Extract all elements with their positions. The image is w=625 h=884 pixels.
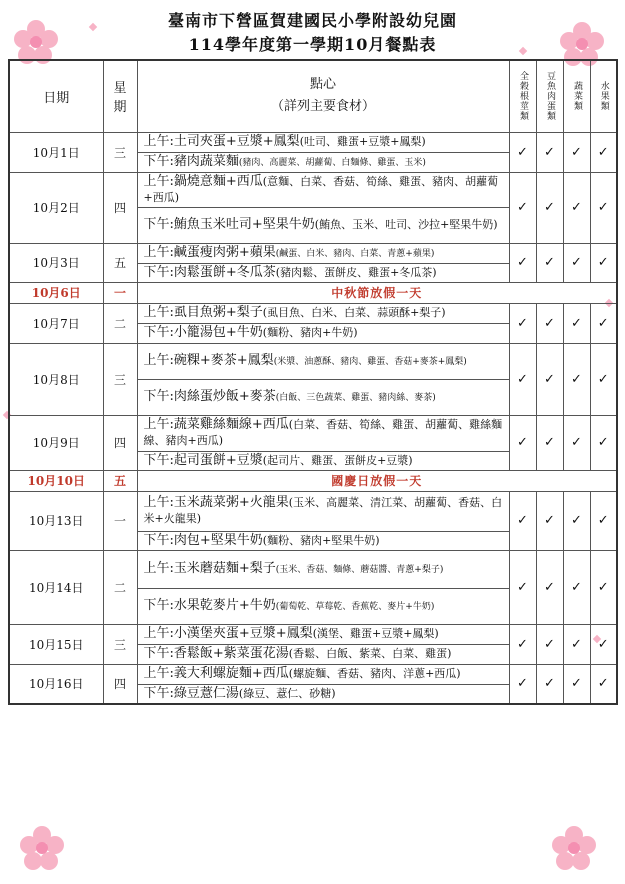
holiday-date: 10月10日 — [9, 470, 103, 491]
category-label: 水果類 — [598, 81, 609, 112]
meal-ingredients: (豬肉鬆、蛋餅皮、雞蛋+冬瓜茶) — [275, 265, 437, 279]
meal-date: 10月3日 — [9, 243, 103, 282]
protein-check: ✓ — [536, 303, 563, 343]
morning-snack — [137, 664, 509, 684]
meal-row — [9, 303, 617, 323]
fruit-check: ✓ — [590, 172, 617, 243]
afternoon-snack — [137, 684, 509, 704]
vegetable-check: ✓ — [563, 343, 590, 415]
grains-check: ✓ — [509, 664, 536, 704]
meal-time-label: 下午: — [143, 325, 174, 340]
meal-ingredients: (豬肉、高麗菜、胡蘿蔔、白麵條、雞蛋、玉米) — [238, 157, 426, 168]
morning-snack — [137, 624, 509, 644]
meal-ingredients: (香鬆、白飯、紫菜、白菜、雞蛋) — [288, 647, 452, 660]
meal-dish: 小籠湯包+牛奶 — [173, 325, 263, 340]
afternoon-snack — [137, 451, 509, 470]
meal-dish: 義大利螺旋麵+西瓜 — [173, 666, 289, 681]
meal-ingredients: (鮪魚、玉米、吐司、沙拉+堅果牛奶) — [314, 218, 498, 231]
meal-date: 10月9日 — [9, 415, 103, 470]
protein-check: ✓ — [536, 172, 563, 243]
afternoon-snack — [137, 531, 509, 550]
meal-dish: 香鬆飯+紫菜蛋花湯 — [173, 646, 289, 661]
meal-dish: 玉米蔬菜粥+火龍果 — [173, 495, 289, 510]
meal-time-label: 上午: — [143, 626, 174, 641]
fruit-check: ✓ — [590, 415, 617, 470]
meal-weekday: 一 — [103, 491, 137, 550]
meal-time-label: 上午: — [143, 134, 174, 149]
meal-time-label: 上午: — [143, 244, 174, 260]
meal-weekday: 五 — [103, 243, 137, 282]
protein-check: ✓ — [536, 415, 563, 470]
meal-dish: 鍋燒意麵+西瓜 — [173, 173, 263, 189]
meal-ingredients: (米漿、油蔥酥、豬肉、雞蛋、香菇+麥茶+鳳梨) — [273, 356, 467, 367]
meal-ingredients: (葡萄乾、草莓乾、香蕉乾、麥片+牛奶) — [275, 601, 435, 612]
afternoon-snack — [137, 644, 509, 664]
category-label: 全穀根莖類 — [518, 71, 528, 122]
fruit-check: ✓ — [590, 550, 617, 624]
snack-column-header — [137, 60, 509, 132]
meal-date: 10月13日 — [9, 491, 103, 550]
protein-column-header — [536, 60, 563, 132]
meal-time-label: 下午: — [143, 685, 174, 701]
grains-column-header — [509, 60, 536, 132]
category-label: 豆魚肉蛋類 — [545, 71, 555, 122]
meal-time-label: 下午: — [143, 646, 174, 661]
meal-row — [9, 664, 617, 684]
meal-weekday: 四 — [103, 664, 137, 704]
weekday-header-char: 星 — [113, 81, 127, 97]
grains-check: ✓ — [509, 303, 536, 343]
meal-row — [9, 491, 617, 531]
meal-time-label: 下午: — [143, 153, 174, 169]
meal-time-label: 上午: — [143, 417, 174, 432]
meal-dish: 綠豆薏仁湯 — [173, 685, 239, 701]
fruit-check: ✓ — [590, 303, 617, 343]
morning-snack — [137, 172, 509, 207]
afternoon-snack — [137, 323, 509, 343]
vegetable-check: ✓ — [563, 664, 590, 704]
meal-date: 10月14日 — [9, 550, 103, 624]
vegetable-column-header — [563, 60, 590, 132]
meal-time-label: 下午: — [143, 452, 174, 468]
grains-check: ✓ — [509, 172, 536, 243]
morning-snack — [137, 243, 509, 263]
afternoon-snack — [137, 263, 509, 282]
fruit-check: ✓ — [590, 624, 617, 664]
meal-time-label: 下午: — [143, 388, 174, 404]
meal-dish: 土司夾蛋+豆漿+鳳梨 — [173, 134, 300, 149]
fruit-column-header — [590, 60, 617, 132]
fruit-check: ✓ — [590, 491, 617, 550]
vegetable-check: ✓ — [563, 132, 590, 172]
flower-decoration-icon — [20, 826, 64, 870]
meal-ingredients: (麵粉、豬肉+堅果牛奶) — [262, 533, 380, 547]
meal-weekday: 三 — [103, 132, 137, 172]
meal-date: 10月15日 — [9, 624, 103, 664]
meal-weekday: 二 — [103, 550, 137, 624]
afternoon-snack — [137, 588, 509, 624]
menu-body — [9, 132, 617, 704]
weekday-column-header — [103, 60, 137, 132]
protein-check: ✓ — [536, 343, 563, 415]
table-header-row — [9, 60, 617, 132]
meal-time-label: 上午: — [143, 560, 174, 576]
meal-time-label: 下午: — [143, 532, 174, 548]
holiday-row — [9, 282, 617, 303]
meal-weekday: 四 — [103, 415, 137, 470]
fruit-check: ✓ — [590, 243, 617, 282]
vegetable-check: ✓ — [563, 172, 590, 243]
meal-row — [9, 343, 617, 379]
meal-ingredients: (麵粉、豬肉+牛奶) — [262, 326, 358, 339]
menu-title: 114學年度第一學期10月餐點表 — [188, 35, 437, 54]
weekday-header-char: 期 — [113, 100, 127, 116]
protein-check: ✓ — [536, 664, 563, 704]
fruit-check: ✓ — [590, 343, 617, 415]
fruit-check: ✓ — [590, 132, 617, 172]
meal-ingredients: (白飯、三色蔬菜、雞蛋、豬肉絲、麥茶) — [275, 392, 436, 403]
meal-ingredients: (綠豆、薏仁、砂糖) — [238, 686, 336, 700]
meal-dish: 起司蛋餅+豆漿 — [173, 452, 263, 468]
meal-menu-table — [8, 59, 618, 705]
meal-dish: 肉絲蛋炒飯+麥茶 — [173, 388, 276, 404]
grains-check: ✓ — [509, 343, 536, 415]
fruit-check: ✓ — [590, 664, 617, 704]
meal-dish: 碗粿+麥茶+鳳梨 — [173, 352, 274, 368]
meal-ingredients: (意麵、白菜、香菇、筍絲、雞蛋、豬肉、胡蘿蔔+西瓜) — [143, 174, 499, 204]
meal-dish: 玉米蘑菇麵+梨子 — [173, 560, 276, 576]
school-name: 臺南市下營區賀建國民小學附設幼兒園 — [167, 11, 457, 30]
category-label: 蔬菜類 — [572, 81, 582, 112]
grains-check: ✓ — [509, 550, 536, 624]
date-column-header: 日期 — [9, 60, 103, 132]
meal-date: 10月7日 — [9, 303, 103, 343]
meal-row — [9, 624, 617, 644]
vegetable-check: ✓ — [563, 303, 590, 343]
snack-header-title: 點心 — [309, 77, 336, 93]
meal-ingredients: (起司片、雞蛋、蛋餅皮+豆漿) — [262, 453, 413, 467]
meal-dish: 蔬菜雞絲麵線+西瓜 — [173, 417, 289, 432]
afternoon-snack — [137, 379, 509, 415]
meal-dish: 鹹蛋瘦肉粥+蘋果 — [173, 244, 276, 260]
meal-date: 10月2日 — [9, 172, 103, 243]
meal-time-label: 上午: — [143, 173, 174, 189]
morning-snack — [137, 415, 509, 451]
meal-ingredients: (虱目魚、白米、白菜、蒜頭酥+梨子) — [262, 306, 446, 319]
holiday-weekday: 五 — [103, 470, 137, 491]
vegetable-check: ✓ — [563, 491, 590, 550]
meal-dish: 肉包+堅果牛奶 — [173, 532, 263, 548]
meal-dish: 肉鬆蛋餅+冬瓜茶 — [173, 264, 276, 280]
grains-check: ✓ — [509, 132, 536, 172]
vegetable-check: ✓ — [563, 243, 590, 282]
meal-weekday: 二 — [103, 303, 137, 343]
holiday-weekday: 一 — [103, 282, 137, 303]
morning-snack — [137, 303, 509, 323]
meal-date: 10月1日 — [9, 132, 103, 172]
meal-dish: 水果乾麥片+牛奶 — [173, 597, 276, 613]
grains-check: ✓ — [509, 415, 536, 470]
protein-check: ✓ — [536, 491, 563, 550]
meal-time-label: 上午: — [143, 666, 174, 681]
meal-time-label: 下午: — [143, 264, 174, 280]
meal-ingredients: (玉米、香菇、麵條、蘑菇醬、青蔥+梨子) — [275, 564, 444, 575]
holiday-row — [9, 470, 617, 491]
snack-header-subtitle: （詳列主要食材） — [270, 99, 375, 115]
vegetable-check: ✓ — [563, 624, 590, 664]
meal-row — [9, 550, 617, 588]
meal-ingredients: (漢堡、雞蛋+豆漿+鳳梨) — [312, 627, 439, 640]
protein-check: ✓ — [536, 550, 563, 624]
vegetable-check: ✓ — [563, 415, 590, 470]
meal-ingredients: (玉米、高麗菜、清江菜、胡蘿蔔、香菇、白米+火龍果) — [143, 496, 503, 525]
grains-check: ✓ — [509, 491, 536, 550]
morning-snack — [137, 491, 509, 531]
meal-weekday: 三 — [103, 343, 137, 415]
meal-time-label: 上午: — [143, 305, 174, 320]
afternoon-snack — [137, 152, 509, 172]
meal-dish: 豬肉蔬菜麵 — [173, 153, 239, 169]
meal-ingredients: (吐司、雞蛋+豆漿+鳳梨) — [299, 135, 426, 148]
meal-date: 10月8日 — [9, 343, 103, 415]
meal-row — [9, 172, 617, 207]
meal-time-label: 上午: — [143, 495, 174, 510]
morning-snack — [137, 343, 509, 379]
holiday-date: 10月6日 — [9, 282, 103, 303]
morning-snack — [137, 132, 509, 152]
protein-check: ✓ — [536, 243, 563, 282]
grains-check: ✓ — [509, 624, 536, 664]
protein-check: ✓ — [536, 624, 563, 664]
meal-weekday: 三 — [103, 624, 137, 664]
meal-date: 10月16日 — [9, 664, 103, 704]
meal-ingredients: (鹹蛋、白米、豬肉、白菜、青蔥+蘋果) — [275, 248, 435, 259]
meal-ingredients: (螺旋麵、香菇、豬肉、洋蔥+西瓜) — [288, 667, 461, 680]
meal-time-label: 下午: — [143, 597, 174, 613]
meal-ingredients: (白菜、香菇、筍絲、雞蛋、胡蘿蔔、雞絲麵線、豬肉+西瓜) — [143, 418, 503, 447]
meal-time-label: 下午: — [143, 217, 174, 232]
meal-dish: 虱目魚粥+梨子 — [173, 305, 263, 320]
meal-dish: 鮪魚玉米吐司+堅果牛奶 — [173, 217, 315, 232]
meal-row — [9, 132, 617, 152]
afternoon-snack — [137, 207, 509, 243]
meal-row — [9, 415, 617, 451]
flower-decoration-icon — [552, 826, 596, 870]
morning-snack — [137, 550, 509, 588]
meal-row — [9, 243, 617, 263]
meal-weekday: 四 — [103, 172, 137, 243]
meal-time-label: 上午: — [143, 352, 174, 368]
grains-check: ✓ — [509, 243, 536, 282]
holiday-name: 中秋節放假一天 — [137, 282, 617, 303]
protein-check: ✓ — [536, 132, 563, 172]
meal-dish: 小漢堡夾蛋+豆漿+鳳梨 — [173, 626, 313, 641]
holiday-name: 國慶日放假一天 — [137, 470, 617, 491]
vegetable-check: ✓ — [563, 550, 590, 624]
